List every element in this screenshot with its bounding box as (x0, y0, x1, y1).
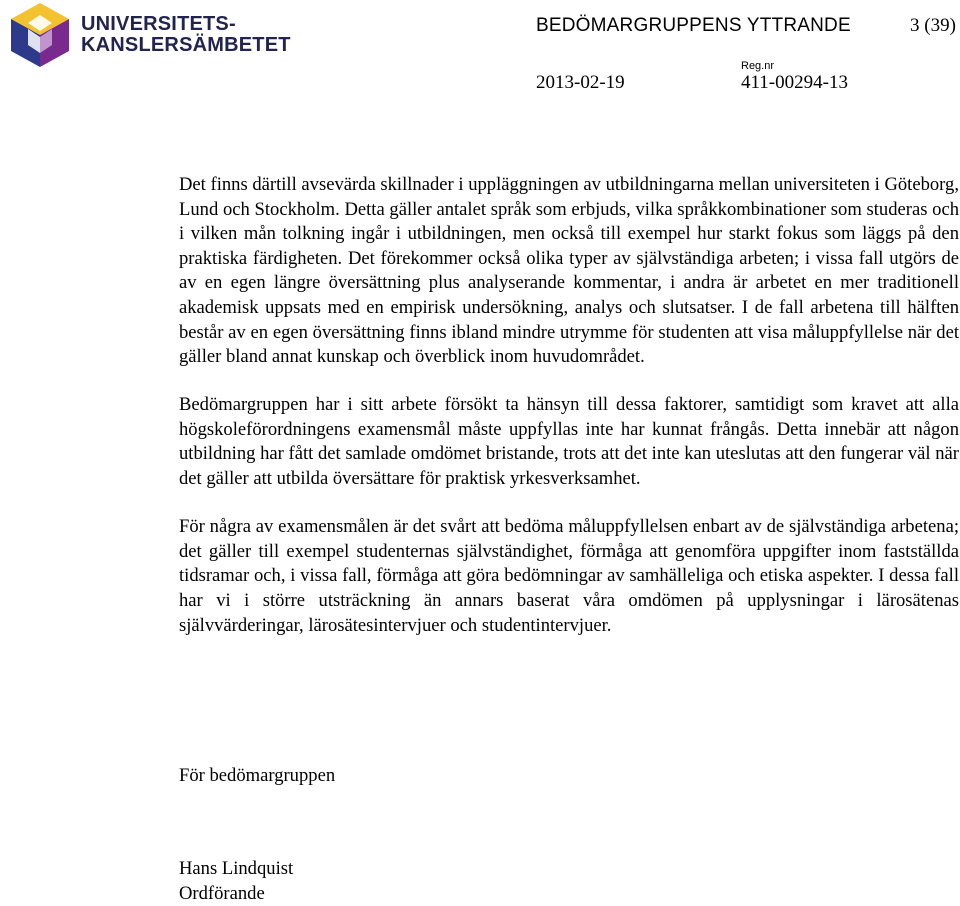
reg-number: 411-00294-13 (741, 72, 848, 93)
cube-logo-icon (8, 1, 72, 69)
uka-logo (8, 1, 291, 69)
page-number: 3 (39) (910, 15, 956, 36)
paragraph: Bedömargruppen har i sitt arbete försökt ta hänsyn till dessa faktorer, samtidigt som kravet att alla högskoleförordningens examensmål måste uppfyllas inte har kunnat frångås. Detta innebär att någon utbildning har fått det samlade omdömet bristande, trots att det inte kan uteslutas att den fungerar väl när det gäller att utbilda översättare för praktisk yrkesverksamhet. (179, 394, 959, 490)
document-type: BEDÖMARGRUPPENS YTTRANDE (536, 15, 851, 36)
reg-number-label: Reg.nr (741, 60, 775, 72)
signer-title: Ordförande (179, 882, 265, 904)
document-body (179, 173, 959, 662)
paragraph: Det finns därtill avsevärda skillnader i uppläggningen av utbildningarna mellan universiteten i Göteborg, Lund och Stockholm. Detta gäller antalet språk som erbjuds, vilka språkkombinationer som studeras och i vilken mån tolkning ingår i utbildningen, men också till exempel hur starkt fokus som läggs på den praktiska färdigheten. Det förekommer också olika typer av självständiga arbeten; i vissa fall utgörs de av en egen längre översättning plus analyserande kommentar, i andra är arbetet en mer traditionell akademisk uppsats med en empirisk undersökning, analys och slutsatser. I de fall arbetena till hälften består av en egen översättning finns ibland mindre utrymme för studenten att visa måluppfyllelse när det gäller bland annat kunskap och överblick inom huvudområdet. (179, 174, 959, 368)
signer-name: Hans Lindquist (179, 858, 294, 879)
paragraph: För några av examensmålen är det svårt att bedöma måluppfyllelsen enbart av de självständiga arbetena; det gäller till exempel studenternas självständighet, förmåga att genomföra uppgifter inom fastställda tidsramar och, i vissa fall, förmåga att göra bedömningar av samhälleliga och etiska aspekter. I dessa fall har vi i större utsträckning än annars baserat våra omdömen på upplysningar i lärosätenas självvärderingar, lärosätesintervjuer och studentintervjuer. (179, 516, 959, 636)
closing-line: För bedömargruppen (179, 765, 336, 786)
logo-line-2: KANSLERSÄMBETET (81, 34, 291, 56)
logo-line-1: UNIVERSITETS- (81, 13, 236, 35)
signature-block (179, 857, 293, 906)
document-date: 2013-02-19 (536, 72, 625, 93)
logo-wordmark (81, 14, 291, 56)
